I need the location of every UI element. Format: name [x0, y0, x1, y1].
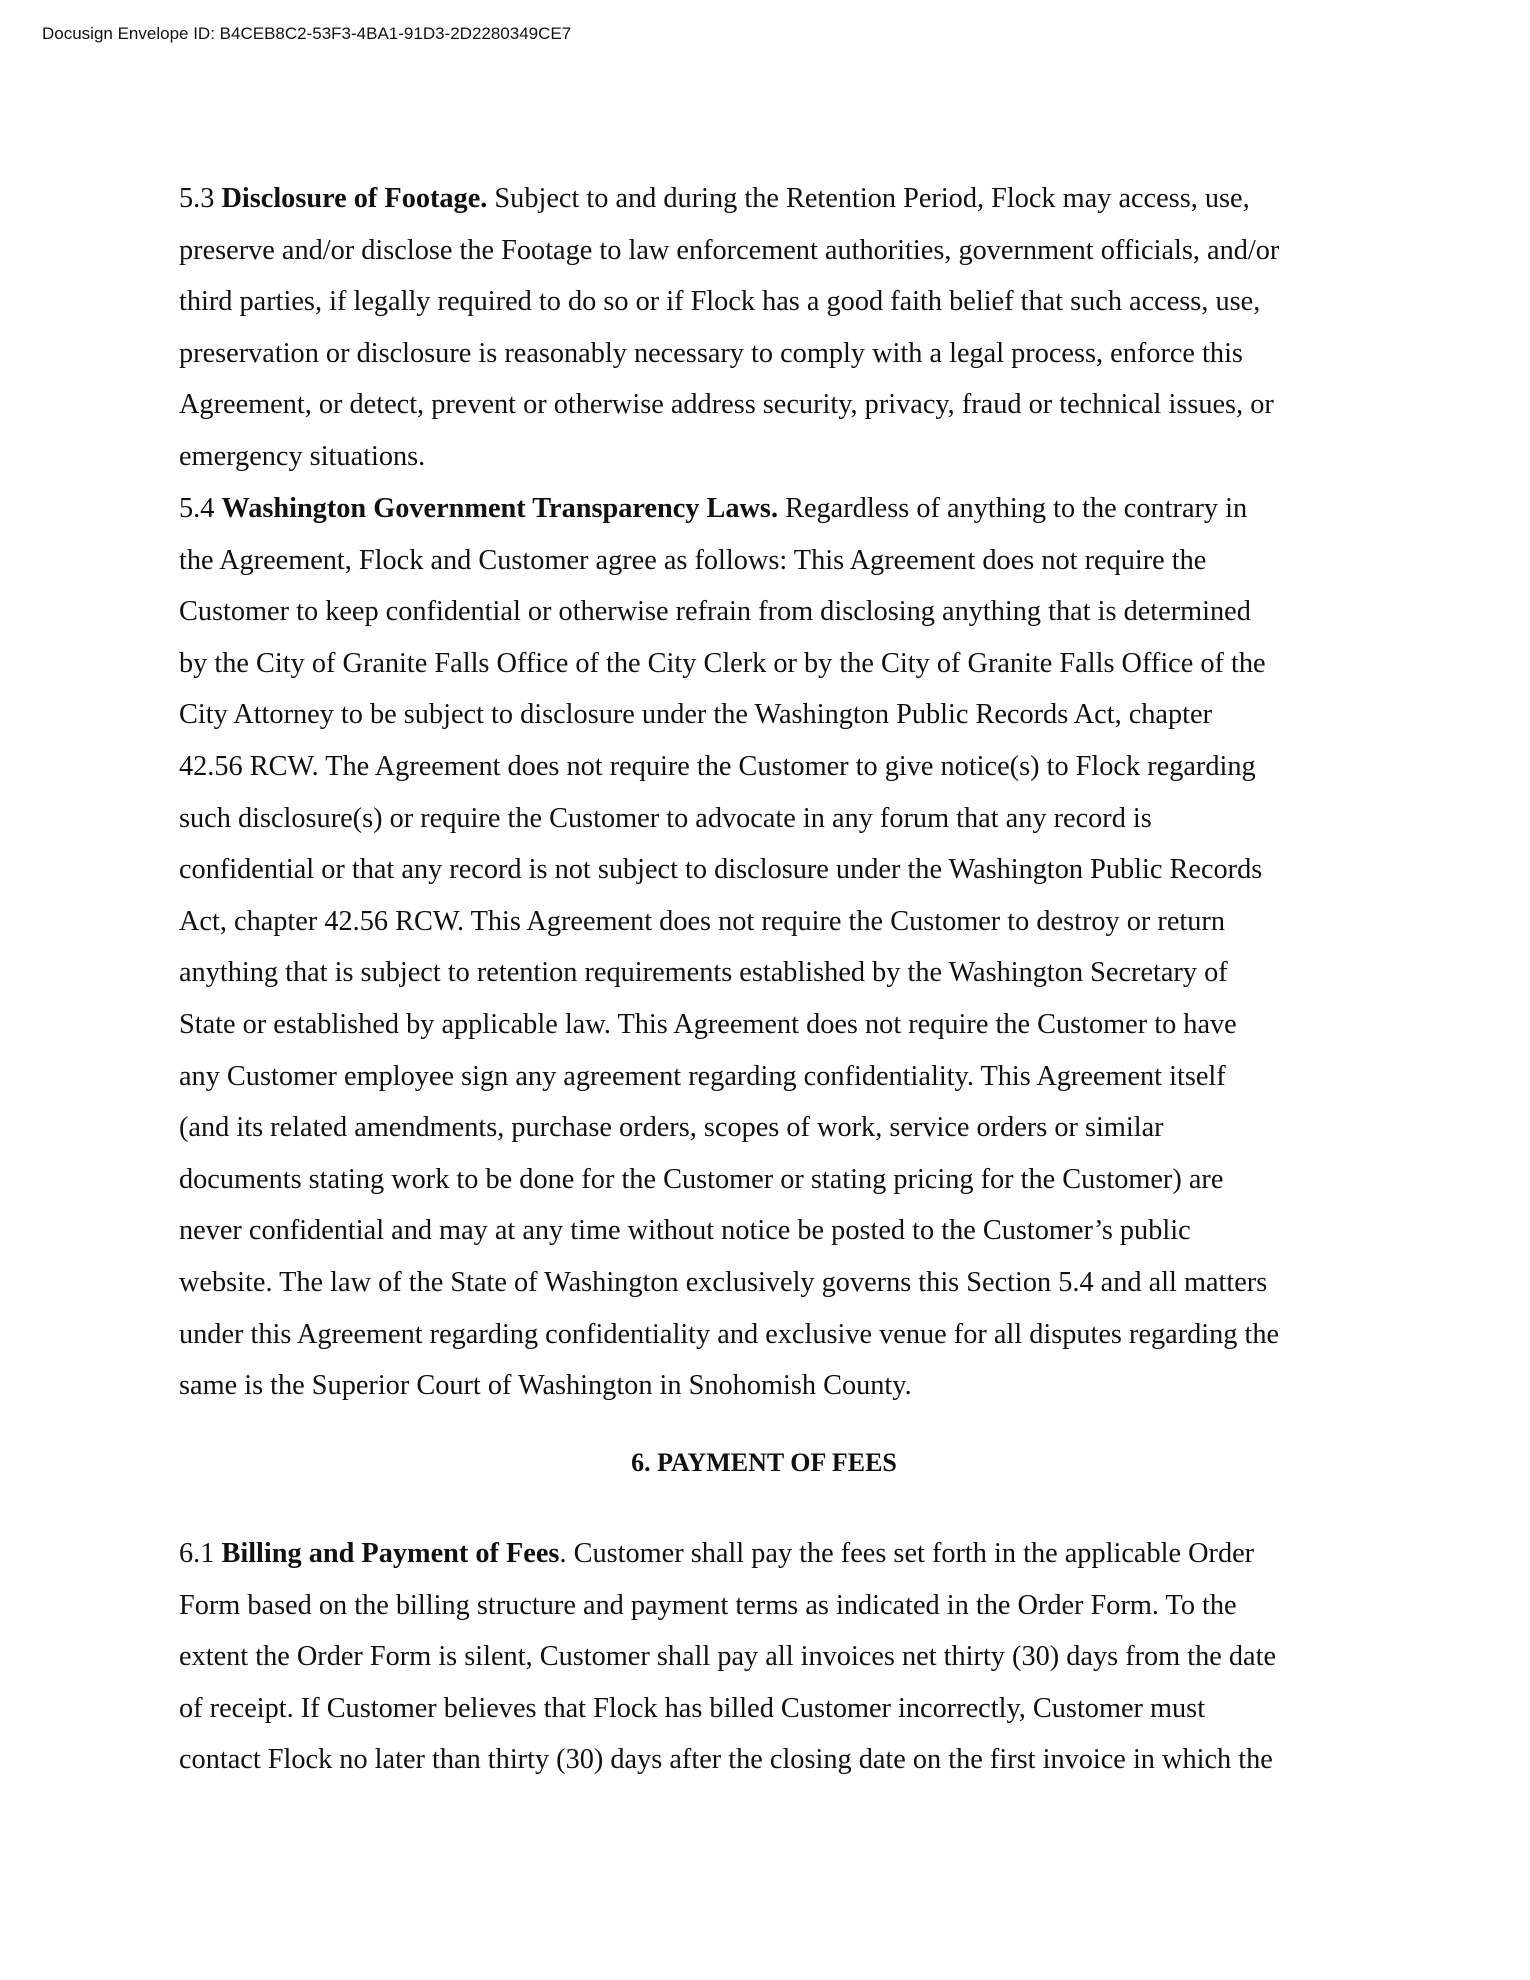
section-5-3-title: Disclosure of Footage.: [221, 183, 488, 214]
section-5-4-line-2: the Agreement, Flock and Customer agree as follows: This Agreement does not require the: [179, 544, 1207, 576]
section-5-4-text: Regardless of anything to the contrary in: [778, 493, 1248, 524]
section-5-3-line-2: preserve and/or disclose the Footage to law enforcement authorities, government officials, and/or: [179, 234, 1280, 266]
section-5-3-line-5: Agreement, or detect, prevent or otherwise address security, privacy, fraud or technical issues, or: [179, 389, 1274, 421]
section-5-3-line-1: [179, 173, 1279, 225]
section-5-4-line-7: such disclosure(s) or require the Customer to advocate in any forum that any record is: [179, 802, 1152, 834]
section-5-4-line-6: 42.56 RCW. The Agreement does not require the Customer to give notice(s) to Flock regarding: [179, 750, 1256, 782]
section-5-4-line-4: by the City of Granite Falls Office of the City Clerk or by the City of Granite Falls Office of the: [179, 647, 1266, 679]
section-5-4-line-9: Act, chapter 42.56 RCW. This Agreement does not require the Customer to destroy or return: [179, 905, 1225, 937]
section-6-1-line-3: extent the Order Form is silent, Customer shall pay all invoices net thirty (30) days from the date: [179, 1641, 1277, 1673]
section-5-4-line-17: under this Agreement regarding confidentiality and exclusive venue for all disputes regarding the: [179, 1318, 1280, 1350]
section-5-4-line-14: documents stating work to be done for the Customer or stating pricing for the Customer) are: [179, 1163, 1224, 1195]
section-5-4-title: Washington Government Transparency Laws.: [221, 493, 779, 524]
section-6-1-text: . Customer shall pay the fees set forth in the applicable Order: [559, 1538, 1255, 1569]
section-6-1-line-5: contact Flock no later than thirty (30) days after the closing date on the first invoice in which the: [179, 1744, 1273, 1776]
docusign-envelope-id: Docusign Envelope ID: B4CEB8C2-53F3-4BA1-91D3-2D2280349CE7: [42, 24, 572, 43]
section-5-4-line-11: State or established by applicable law. This Agreement does not require the Customer to have: [179, 1008, 1237, 1040]
section-5-3: [179, 173, 1279, 483]
section-6-1-line-1: [179, 1528, 1276, 1580]
section-5-4-line-8: confidential or that any record is not subject to disclosure under the Washington Public Records: [179, 854, 1263, 886]
section-5-3-number: 5.3: [179, 183, 222, 214]
section-5-3-text: Subject to and during the Retention Period, Flock may access, use,: [487, 183, 1250, 214]
section-5-4-line-13: (and its related amendments, purchase orders, scopes of work, service orders or similar: [179, 1112, 1164, 1144]
section-6-1: [179, 1528, 1276, 1786]
section-5-4-line-10: anything that is subject to retention requirements established by the Washington Secretary of: [179, 957, 1228, 989]
section-6-heading: 6. PAYMENT OF FEES: [631, 1448, 897, 1477]
section-5-4-line-1: [179, 483, 1279, 535]
section-5-4-line-15: never confidential and may at any time without notice be posted to the Customer’s public: [179, 1215, 1191, 1247]
section-6-1-line-2: Form based on the billing structure and payment terms as indicated in the Order Form. To the: [179, 1589, 1237, 1621]
section-6-1-title: Billing and Payment of Fees: [221, 1538, 560, 1569]
section-5-4-line-3: Customer to keep confidential or otherwise refrain from disclosing anything that is determined: [179, 596, 1251, 628]
section-5-3-line-3: third parties, if legally required to do so or if Flock has a good faith belief that such access, use,: [179, 286, 1261, 318]
section-5-3-line-4: preservation or disclosure is reasonably necessary to comply with a legal process, enforce this: [179, 337, 1243, 369]
section-5-4-number: 5.4: [179, 493, 222, 524]
section-6-1-number: 6.1: [179, 1538, 222, 1569]
section-5-4-line-5: City Attorney to be subject to disclosure under the Washington Public Records Act, chapter: [179, 699, 1212, 731]
section-5-4-line-16: website. The law of the State of Washington exclusively governs this Section 5.4 and all matters: [179, 1266, 1268, 1298]
section-6-1-line-4: of receipt. If Customer believes that Flock has billed Customer incorrectly, Customer must: [179, 1692, 1206, 1724]
section-5-4-line-12: any Customer employee sign any agreement regarding confidentiality. This Agreement itself: [179, 1060, 1226, 1092]
section-5-4: [179, 483, 1279, 1412]
section-5-4-line-18: same is the Superior Court of Washington in Snohomish County.: [179, 1370, 912, 1402]
section-5-3-line-6: emergency situations.: [179, 440, 426, 472]
